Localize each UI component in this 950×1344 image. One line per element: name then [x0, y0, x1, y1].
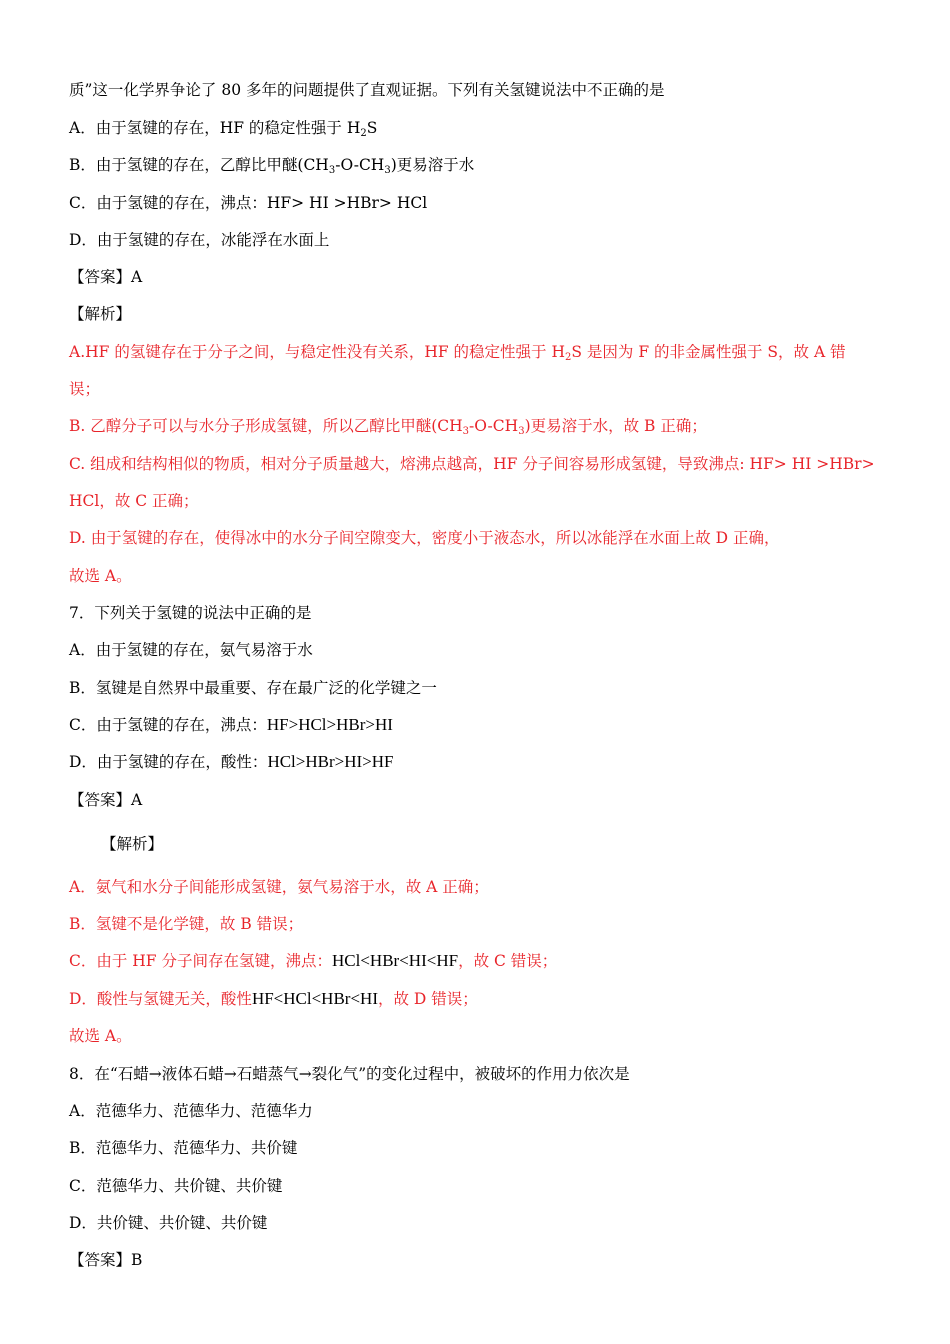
- q7-option-b: B．氢键是自然界中最重要、存在最广泛的化学键之一: [69, 679, 437, 697]
- q8-option-d: D．共价键、共价键、共价键: [69, 1214, 268, 1232]
- q6-explanation-a-line2: 误；: [69, 380, 101, 398]
- q6-explanation-c-line1: C. 组成和结构相似的物质，相对分子质量越大，熔沸点越高，HF 分子间容易形成氢键，导致沸点: HF> HI >HBr>: [69, 455, 875, 473]
- q7-explanation-b: B．氢键不是化学键，故 B 错误；: [69, 915, 304, 933]
- q6-explanation-c-line2: HCl，故 C 正确；: [69, 492, 199, 510]
- q8-answer: 【答案】B: [69, 1251, 143, 1269]
- q8-option-b: B．范德华力、范德华力、共价键: [69, 1139, 298, 1157]
- q7-choose: 故选 A。: [69, 1027, 132, 1045]
- q6-choose: 故选 A。: [69, 567, 132, 585]
- q7-option-d: D．由于氢键的存在，酸性：HCl>HBr>HI>HF: [69, 752, 394, 771]
- q6-option-c: C．由于氢键的存在，沸点：HF> HI >HBr> HCl: [69, 194, 428, 212]
- q7-stem: 7．下列关于氢键的说法中正确的是: [69, 604, 312, 622]
- q7-option-a: A．由于氢键的存在，氨气易溶于水: [69, 641, 313, 659]
- q8-option-c: C．范德华力、共价键、共价键: [69, 1177, 283, 1195]
- q7-option-c: C．由于氢键的存在，沸点：HF>HCl>HBr>HI: [69, 715, 393, 734]
- q7-explanation-a: A．氨气和水分子间能形成氢键，氨气易溶于水，故 A 正确；: [69, 878, 489, 896]
- q6-answer: 【答案】A: [69, 268, 143, 286]
- q7-analysis-heading: 【解析】: [101, 835, 164, 853]
- q8-stem: 8．在“石蜡→液体石蜡→石蜡蒸气→裂化气”的变化过程中，被破坏的作用力依次是: [69, 1065, 630, 1083]
- q6-explanation-b: B. 乙醇分子可以与水分子形成氢键，所以乙醇比甲醚$(CH_3-O-CH_3)$更易溶于水，故 B 正确；: [69, 417, 707, 437]
- q6-stem-tail: 质”这一化学界争论了 80 多年的问题提供了直观证据。下列有关氢键说法中不正确的是: [69, 81, 665, 99]
- q6-option-a: A．由于氢键的存在，HF 的稳定性强于 $H_2S$: [69, 119, 378, 139]
- q6-option-b: B．由于氢键的存在，乙醇比甲醚$(CH_3-O-CH_3)$更易溶于水: [69, 156, 475, 176]
- q6-explanation-d: D. 由于氢键的存在，使得冰中的水分子间空隙变大，密度小于液态水，所以冰能浮在水面上故 D 正确，: [69, 529, 780, 547]
- q6-analysis-heading: 【解析】: [69, 305, 132, 323]
- q6-option-d: D．由于氢键的存在，冰能浮在水面上: [69, 231, 330, 249]
- q8-option-a: A．范德华力、范德华力、范德华力: [69, 1102, 313, 1120]
- q7-explanation-d: D．酸性与氢键无关，酸性HF<HCl<HBr<HI，故 D 错误；: [69, 989, 478, 1008]
- q7-explanation-c: C．由于 HF 分子间存在氢键，沸点：HCl<HBr<HI<HF，故 C 错误；: [69, 951, 558, 970]
- q7-answer: 【答案】A: [69, 791, 143, 809]
- q6-explanation-a-line1: A.HF 的氢键存在于分子之间，与稳定性没有关系，HF 的稳定性强于 $H_2S$ 是因为 F 的非金属性强于 S，故 A 错: [69, 343, 846, 363]
